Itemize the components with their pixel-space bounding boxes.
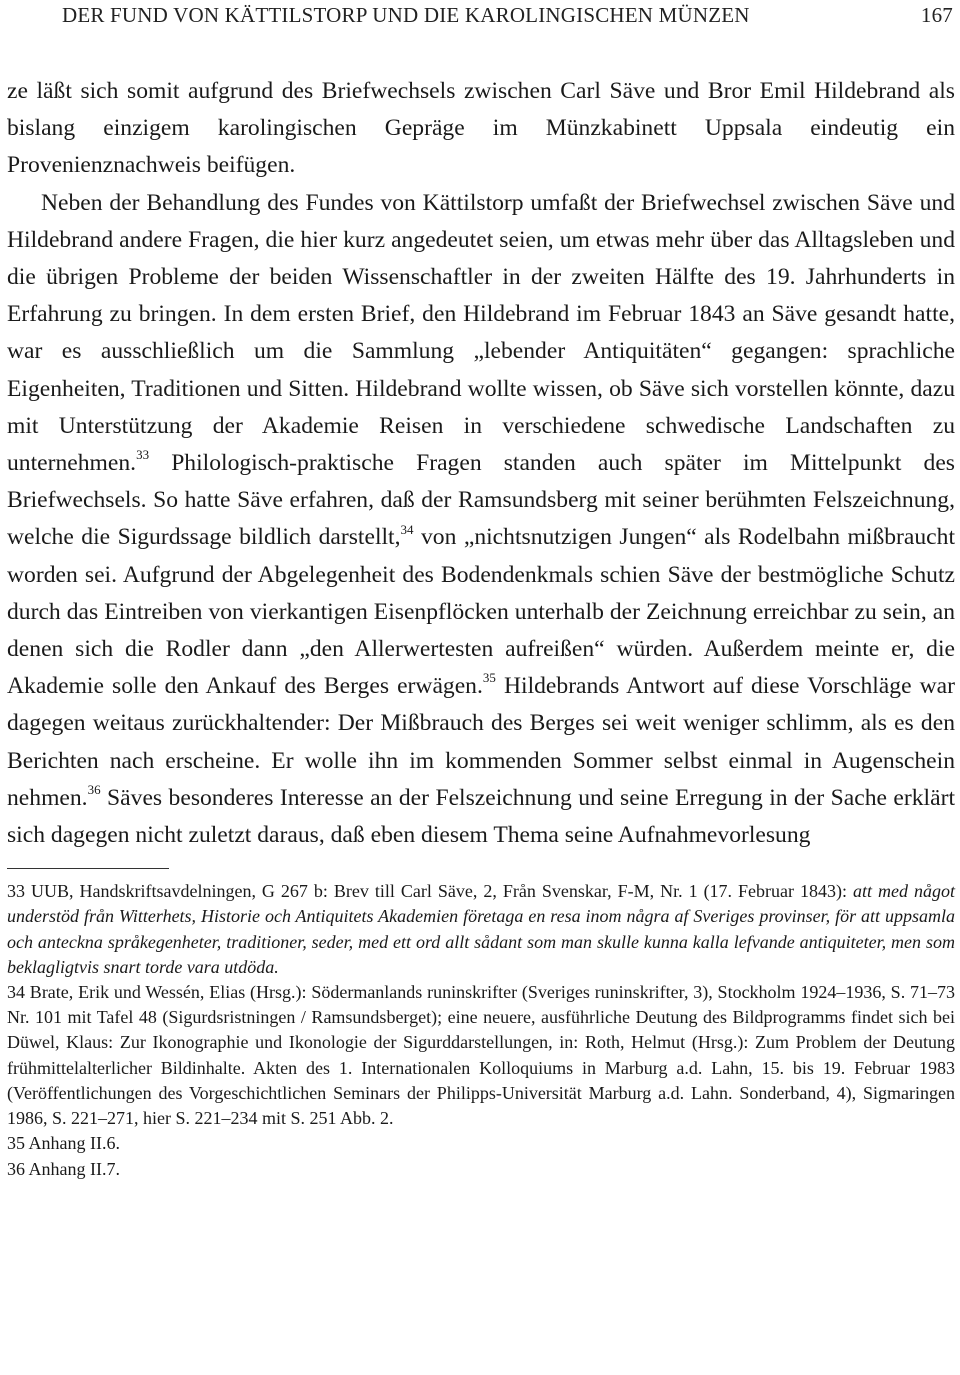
paragraph-continuation: ze läßt sich somit aufgrund des Briefwechsels zwischen Carl Säve und Bror Emil Hildebrand als bislang einzigem karolingischen Gepräge im Münzkabinett Uppsala eindeutig ein Provenienznachweis beifügen. xyxy=(7,78,955,179)
footnotes xyxy=(7,879,955,1181)
main-text xyxy=(7,73,955,854)
book-page xyxy=(7,0,955,1182)
paragraph-text: Neben der Behandlung des Fundes von Kättilstorp umfaßt der Briefwechsel zwischen Säve und Hildebrand andere Fragen, die hier kurz angedeutet seien, um etwas mehr über das Alltagsleben und die übrigen Probleme der beiden Wissenschaftler in der zweiten Hälfte des 19. Jahrhunderts in Erfahrung zu bringen. In dem ersten Brief, den Hildebrand im Februar 1843 an Säve gesandt hatte, war es ausschließlich um die Sammlung „lebender Antiquitäten“ gegangen: sprachliche Eigenheiten, Traditionen und Sitten. Hildebrand wollte wissen, ob Säve sich vorstellen könnte, dazu mit Unterstützung der Akademie Reisen in verschiedene schwedische Landschaften zu unternehmen. xyxy=(7,189,955,477)
footnote-35: 35 Anhang II.6. xyxy=(7,1133,120,1154)
footnote-36: 36 Anhang II.7. xyxy=(7,1158,120,1179)
footnote-33 xyxy=(7,879,955,980)
paragraph-text: Philologisch-praktische Fragen standen auch später im Mittelpunkt des Briefwechsels. So hatte Säve erfahren, daß der Ramsundsberg mit seiner berühmten Felszeichnung, welche die Sigurdssage bildlich darstellt, xyxy=(7,450,955,551)
footnote-divider xyxy=(7,868,169,869)
footnote-ref-34[interactable]: 34 xyxy=(400,521,414,537)
paragraph-text: Hildebrands Antwort auf diese Vorschläge war dagegen weitaus zurückhaltender: Der Mißbrauch des Berges sei weit weniger schlimm, als es den Berichten nach erscheine. Er wolle ihn im kommenden Sommer selbst einmal in Augenschein nehmen. xyxy=(7,673,955,811)
running-header xyxy=(7,2,955,32)
footnote-ref-36[interactable]: 36 xyxy=(87,782,101,797)
paragraph-text: Säves besonderes Interesse an der Felszeichnung und seine Erregung in der Sache erklärt sich dagegen nicht zuletzt daraus, daß eben diesem Thema seine Aufnahmevorlesung xyxy=(7,784,955,849)
footnote-33-quote: att med något understöd från Witterhets, Historie och Antiquitets Akademien företaga en resa inom några af Sveriges provinser, för att uppsamla och anteckna språkegenheter, traditioner, seder, med ett ord allt sådant som man skulle kunna kalla lefvande antiquiteter, men som beklagligtvis snart torde vara utdöda. xyxy=(7,881,955,977)
footnote-33-text: 33 UUB, Handskriftsavdelningen, G 267 b: Brev till Carl Säve, 2, Från Svenskar, F-M, Nr. 1 (17. Februar 1843): xyxy=(7,881,854,902)
paragraph-correspondence xyxy=(7,185,955,855)
footnote-34: 34 Brate, Erik und Wessén, Elias (Hrsg.): Södermanlands runinskrifter (Sveriges runinskrifter, 3), Stockholm 1924–1936, S. 71–73 Nr. 101 mit Tafel 48 (Sigurdsristningen / Ramsundsberget); eine neuere, ausführliche Deutung des Bildprogramms findet sich bei Düwel, Klaus: Zur Ikonographie und Ikonologie der Sigurddarstellungen, in: Roth, Helmut (Hrsg.): Zum Problem der Deutung frühmittelalterlicher Bildinhalte. Akten des 1. Internationalen Kolloquiums in Marburg a.d. Lahn, 15. bis 19. Februar 1983 (Veröffentlichungen des Vorgeschichtlichen Seminars der Philipps-Universität Marburg a.d. Lahn. Sonderband, 4), Sigmaringen 1986, S. 221–271, hier S. 221–234 mit S. 251 Abb. 2. xyxy=(7,982,955,1129)
paragraph-text: von „nichtsnutzigen Jungen“ als Rodelbahn mißbraucht worden sei. Aufgrund der Abgelegenheit des Bodendenkmals schien Säve der bestmögliche Schutz durch das Eintreiben von vierkantigen Eisenpflöcken unterhalb der Zeichnung erreichbar zu sein, an denen sich die Rodler dann „den Allerwertesten aufreißen“ würden. Außerdem meinte er, die Akademie solle den Ankauf des Berges erwägen. xyxy=(7,524,955,700)
running-title: DER FUND VON KÄTTILSTORP UND DIE KAROLINGISCHEN MÜNZEN xyxy=(62,3,750,27)
footnote-ref-35[interactable]: 35 xyxy=(482,670,496,686)
page-number: 167 xyxy=(920,3,953,27)
footnote-ref-33[interactable]: 33 xyxy=(136,447,150,463)
